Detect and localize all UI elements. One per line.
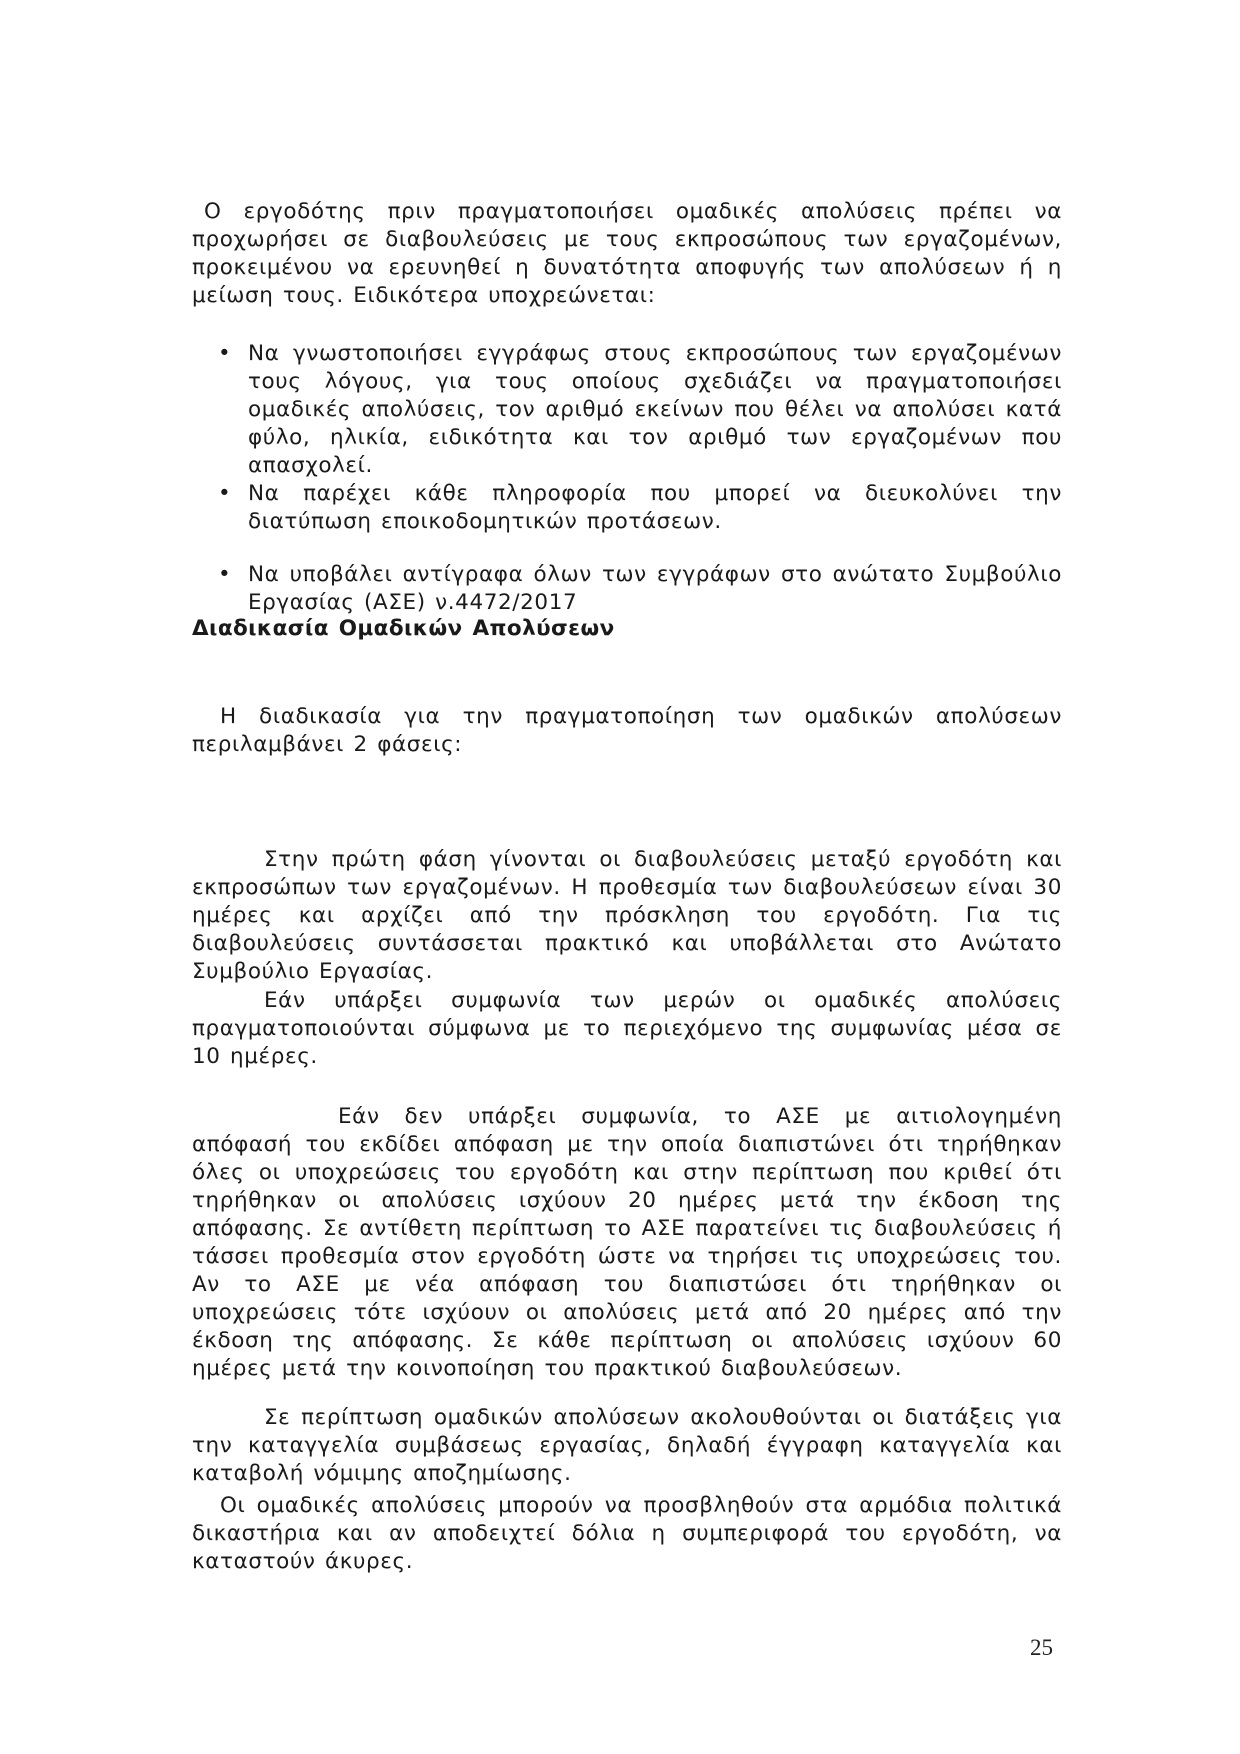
- procedure-paragraph: Η διαδικασία για την πραγματοποίηση των ομαδικών απολύσεων περιλαμβάνει 2 φάσεις:: [192, 704, 1062, 757]
- list-item-text: Να παρέχει κάθε πληροφορία που μπορεί να διευκολύνει την διατύπωση εποικοδομητικών προτάσεων.: [248, 481, 1062, 534]
- courts-paragraph: Οι ομαδικές απολύσεις μπορούν να προσβληθούν στα αρμόδια πολιτικά δικαστήρια και αν αποδειχτεί δόλια η συμπεριφορά του εργοδότη, να καταστούν άκυρες.: [192, 1493, 1062, 1574]
- list-item-text: Να υποβάλει αντίγραφα όλων των εγγράφων στο ανώτατο Συμβούλιο Εργασίας (ΑΣΕ) ν.4472/2017: [248, 562, 1062, 615]
- bullet-icon: •: [218, 562, 232, 587]
- no-agreement-paragraph: Εάν δεν υπάρξει συμφωνία, το ΑΣΕ με αιτιολογημένη απόφασή του εκδίδει απόφαση με την οποία διαπιστώνει ότι τηρήθηκαν όλες οι υποχρεώσεις του εργοδότη και στην περίπτωση που κριθεί ότι τηρήθηκαν οι απολύσεις ισχύουν 20 ημέρες μετά την έκδοση της απόφασης. Σε αντίθετη περίπτωση το ΑΣΕ παρατείνει τις διαβουλεύσεις ή τάσσει προθεσμία στον εργοδότη ώστε να τηρήσει τις υποχρεώσεις του. Αν το ΑΣΕ με νέα απόφαση του διαπιστώσει ότι τηρήθηκαν οι υποχρεώσεις τότε ισχύουν οι απολύσεις μετά από 20 ημέρες από την έκδοση της απόφασης. Σε κάθε περίπτωση οι απολύσεις ισχύουν 60 ημέρες μετά την κοινοποίηση του πρακτικού διαβουλεύσεων.: [192, 1104, 1062, 1381]
- list-item: [192, 480, 1062, 536]
- list-item: [192, 561, 1062, 617]
- list-item-text: Να γνωστοποιήσει εγγράφως στους εκπροσώπους των εργαζομένων τους λόγους, για τους οποίους σχεδιάζει να πραγματοποιήσει ομαδικές απολύσεις, τον αριθμό εκείνων που θέλει να απολύσει κατά φύλο, ηλικία, ειδικότητα και τον αριθμό των εργαζομένων που απασχολεί.: [248, 341, 1062, 478]
- obligations-list: [192, 340, 1062, 617]
- bullet-icon: •: [218, 341, 232, 366]
- phase-one-paragraph: Στην πρώτη φάση γίνονται οι διαβουλεύσεις μεταξύ εργοδότη και εκπροσώπων των εργαζομένων. Η προθεσμία των διαβουλεύσεων είναι 30 ημέρες και αρχίζει από την πρόσκληση του εργοδότη. Για τις διαβουλεύσεις συντάσσεται πρακτικό και υποβάλλεται στο Ανώτατο Συμβούλιο Εργασίας.: [192, 847, 1062, 984]
- section-heading: Διαδικασία Ομαδικών Απολύσεων: [192, 616, 615, 641]
- intro-paragraph: Ο εργοδότης πριν πραγματοποιήσει ομαδικές απολύσεις πρέπει να προχωρήσει σε διαβουλεύσεις με τους εκπροσώπους των εργαζομένων, προκειμένου να ερευνηθεί η δυνατότητα αποφυγής των απολύσεων ή η μείωση τους. Ειδικότερα υποχρεώνεται:: [192, 199, 1062, 308]
- list-item: [192, 340, 1062, 480]
- page-number: 25: [1030, 1635, 1053, 1660]
- agreement-paragraph: Εάν υπάρξει συμφωνία των μερών οι ομαδικές απολύσεις πραγματοποιούνται σύμφωνα με το περιεχόμενο της συμφωνίας μέσα σε 10 ημέρες.: [192, 988, 1062, 1069]
- termination-paragraph: Σε περίπτωση ομαδικών απολύσεων ακολουθούνται οι διατάξεις για την καταγγελία συμβάσεως εργασίας, δηλαδή έγγραφη καταγγελία και καταβολή νόμιμης αποζημίωσης.: [192, 1405, 1062, 1486]
- bullet-icon: •: [218, 481, 232, 506]
